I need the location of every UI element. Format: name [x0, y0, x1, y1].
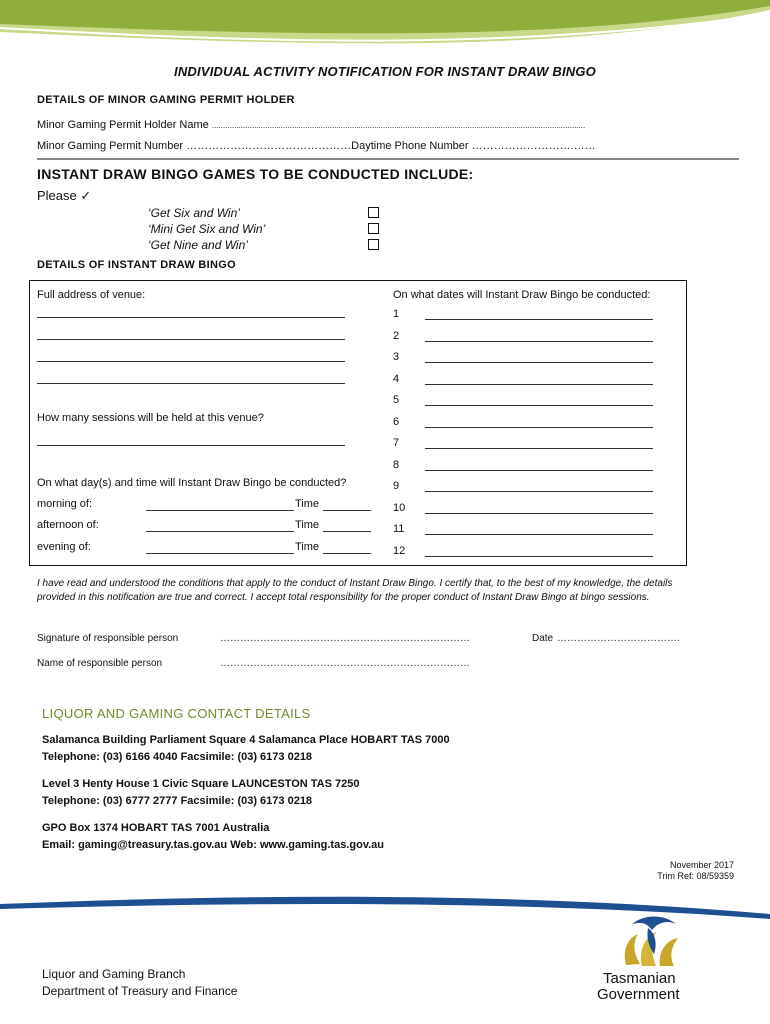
- gpo-address: GPO Box 1374 HOBART TAS 7001 Australia: [42, 822, 270, 834]
- date-number: 7: [393, 437, 400, 449]
- date-number: 2: [393, 329, 400, 342]
- morning-date-line[interactable]: [146, 510, 294, 511]
- details-box: [29, 280, 687, 566]
- games-heading: INSTANT DRAW BINGO GAMES TO BE CONDUCTED INCLUDE:: [37, 166, 474, 182]
- game-label-3: ‘Get Nine and Win’: [148, 238, 248, 252]
- tasmanian-government-logo-icon: [612, 910, 692, 972]
- permit-number-row: [37, 140, 596, 152]
- doc-date: November 2017: [669, 860, 734, 870]
- email-web[interactable]: Email: gaming@treasury.tas.gov.au Web: www.gaming.tas.gov.au: [42, 839, 385, 851]
- branch-name: Liquor and Gaming Branch: [42, 967, 186, 981]
- launceston-address: Level 3 Henty House 1 Civic Square LAUNCESTON TAS 7250: [42, 778, 360, 790]
- evening-label: evening of:: [37, 541, 91, 553]
- date-line[interactable]: [425, 513, 653, 514]
- dates-label: On what dates will Instant Draw Bingo be conducted:: [393, 289, 651, 301]
- sessions-label: How many sessions will be held at this venue?: [37, 412, 264, 424]
- divider: [37, 158, 739, 160]
- afternoon-date-line[interactable]: [146, 531, 294, 532]
- declaration-text: I have read and understood the conditions that apply to the conduct of Instant Draw Bingo. I certify that, to the best of my knowledge, the details provided in this notification are true and correct. I accept total responsibility for the proper conduct of Instant Draw Bingo at bingo sessions.: [37, 578, 673, 603]
- phone-label: Daytime Phone Number: [351, 140, 469, 152]
- trim-ref: Trim Ref: 08/59359: [657, 871, 734, 881]
- permit-number-field[interactable]: ………………………………………: [186, 140, 352, 152]
- game-checkbox-3[interactable]: [368, 239, 379, 250]
- evening-time-label: Time: [295, 541, 320, 553]
- date-line[interactable]: [425, 448, 653, 449]
- name-label: Name of responsible person: [37, 658, 163, 669]
- date-number: 1: [393, 308, 400, 320]
- date-line[interactable]: [425, 362, 653, 363]
- date-line[interactable]: [425, 470, 653, 471]
- game-label-1: ‘Get Six and Win’: [148, 206, 240, 220]
- launceston-phone: Telephone: (03) 6777 2777 Facsimile: (03) 6173 0218: [42, 795, 313, 807]
- permit-name-label: Minor Gaming Permit Holder Name: [37, 119, 209, 131]
- date-line[interactable]: [425, 384, 653, 385]
- date-field[interactable]: ……………………………….: [557, 633, 680, 644]
- name-field[interactable]: …………………………………………………………………: [220, 658, 470, 669]
- hobart-phone: Telephone: (03) 6166 4040 Facsimile: (03) 6173 0218: [42, 751, 313, 763]
- signature-label: Signature of responsible person: [37, 633, 179, 644]
- date-line[interactable]: [425, 491, 653, 492]
- permit-name-row: [37, 119, 585, 131]
- morning-label: morning of:: [37, 498, 93, 510]
- date-number: 9: [393, 480, 400, 492]
- details-heading: DETAILS OF INSTANT DRAW BINGO: [37, 259, 236, 271]
- date-label: Date: [532, 633, 554, 644]
- hobart-address: Salamanca Building Parliament Square 4 Salamanca Place HOBART TAS 7000: [42, 734, 450, 746]
- date-number: 8: [393, 458, 400, 471]
- date-line[interactable]: [425, 556, 653, 557]
- venue-line-3[interactable]: [37, 361, 345, 362]
- date-line[interactable]: [425, 427, 653, 428]
- department-name: Department of Treasury and Finance: [42, 984, 238, 998]
- date-line[interactable]: [425, 319, 653, 320]
- permit-heading: DETAILS OF MINOR GAMING PERMIT HOLDER: [37, 94, 295, 106]
- evening-time-line[interactable]: [323, 553, 371, 554]
- afternoon-time-label: Time: [295, 519, 320, 531]
- sessions-line[interactable]: [37, 445, 345, 446]
- date-number: 10: [393, 501, 406, 514]
- afternoon-label: afternoon of:: [37, 519, 99, 531]
- game-checkbox-2[interactable]: [368, 223, 379, 234]
- header-swoosh: [0, 0, 770, 62]
- permit-number-label: Minor Gaming Permit Number: [37, 140, 184, 152]
- date-line[interactable]: [425, 341, 653, 342]
- game-checkbox-1[interactable]: [368, 207, 379, 218]
- date-number: 3: [393, 351, 400, 363]
- date-number: 4: [393, 372, 400, 385]
- afternoon-time-line[interactable]: [323, 531, 371, 532]
- game-label-2: ‘Mini Get Six and Win’: [148, 222, 266, 236]
- days-label: On what day(s) and time will Instant Draw Bingo be conducted?: [37, 477, 347, 489]
- venue-label: Full address of venue:: [37, 289, 146, 301]
- contact-heading: LIQUOR AND GAMING CONTACT DETAILS: [42, 706, 311, 721]
- date-number: 6: [393, 415, 400, 428]
- gov-line-2: Government: [597, 986, 680, 1003]
- gov-line-1: Tasmanian: [603, 970, 676, 987]
- phone-field[interactable]: ……………………….……: [471, 140, 596, 152]
- venue-line-4[interactable]: [37, 383, 345, 384]
- date-number: 11: [393, 523, 405, 535]
- morning-time-label: Time: [295, 498, 320, 510]
- signature-field[interactable]: …………………………………………………………………: [220, 633, 470, 644]
- permit-name-field[interactable]: ........................................................................................................................................................................: [211, 121, 586, 130]
- evening-date-line[interactable]: [146, 553, 294, 554]
- venue-line-2[interactable]: [37, 339, 345, 340]
- morning-time-line[interactable]: [323, 510, 371, 511]
- doc-meta: [657, 860, 734, 882]
- date-number: 12: [393, 544, 406, 557]
- date-line[interactable]: [425, 534, 653, 535]
- date-line[interactable]: [425, 405, 653, 406]
- please-tick: Please ✓: [37, 188, 92, 203]
- form-title: INDIVIDUAL ACTIVITY NOTIFICATION FOR INSTANT DRAW BINGO: [174, 64, 596, 79]
- venue-line-1[interactable]: [37, 317, 345, 318]
- date-number: 5: [393, 394, 400, 406]
